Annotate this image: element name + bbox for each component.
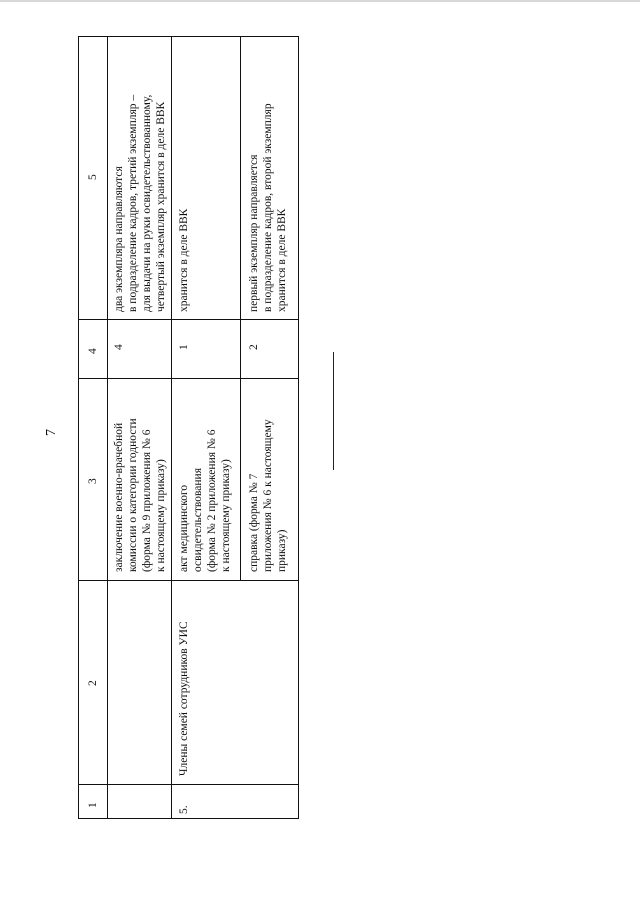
col-sep-2-3	[78, 580, 299, 581]
col-sep-3-4	[78, 378, 299, 379]
prev-row-copies: 4	[113, 344, 125, 350]
table-border-top	[78, 36, 299, 37]
col-sep-4-5	[78, 319, 299, 320]
row5-number: 5.	[178, 805, 190, 814]
page-number: 7	[44, 429, 59, 436]
row5-sub2-document: справка (форма № 7 приложения № 6 к настоящему приказу)	[248, 419, 288, 572]
row5-sub1-document: акт медицинского освидетельствования (форма № 2 приложения № 6 к настоящему приказу)	[178, 429, 232, 572]
row5-sub2-copies: 2	[248, 344, 260, 350]
row5-sub2-distribution: первый экземпляр направляется в подразделение кадров, второй экземпляр хранится в деле ВВК	[248, 103, 288, 312]
prev-row-distribution: два экземпляра направляются в подразделение кадров, третий экземпляр – для выдачи на руки освидетельствованному, четвертый экземпляр хранится в деле ВВК	[113, 94, 167, 312]
header-col-3: 3	[87, 478, 99, 484]
header-col-4: 4	[87, 348, 99, 354]
table-border-bottom	[78, 818, 299, 819]
subrow-separator	[240, 36, 241, 580]
prev-row-document: заключение военно-врачебной комиссии о категории годности (форма № 9 приложения № 6 к настоящему приказу)	[113, 418, 167, 572]
closing-rule	[333, 352, 334, 470]
row5-category: Члены семей сотрудников УИС	[178, 621, 190, 776]
table-border-left	[78, 36, 79, 819]
header-col-5: 5	[87, 174, 99, 180]
scan-edge	[0, 0, 640, 2]
table-border-right	[298, 36, 299, 819]
header-col-2: 2	[87, 680, 99, 686]
row5-sub1-copies: 1	[178, 344, 190, 350]
row5-sub1-distribution: хранится в деле ВВК	[178, 208, 190, 312]
row-separator	[171, 36, 172, 819]
header-row-separator	[107, 36, 108, 819]
col-sep-1-2	[78, 784, 299, 785]
header-col-1: 1	[87, 802, 99, 808]
